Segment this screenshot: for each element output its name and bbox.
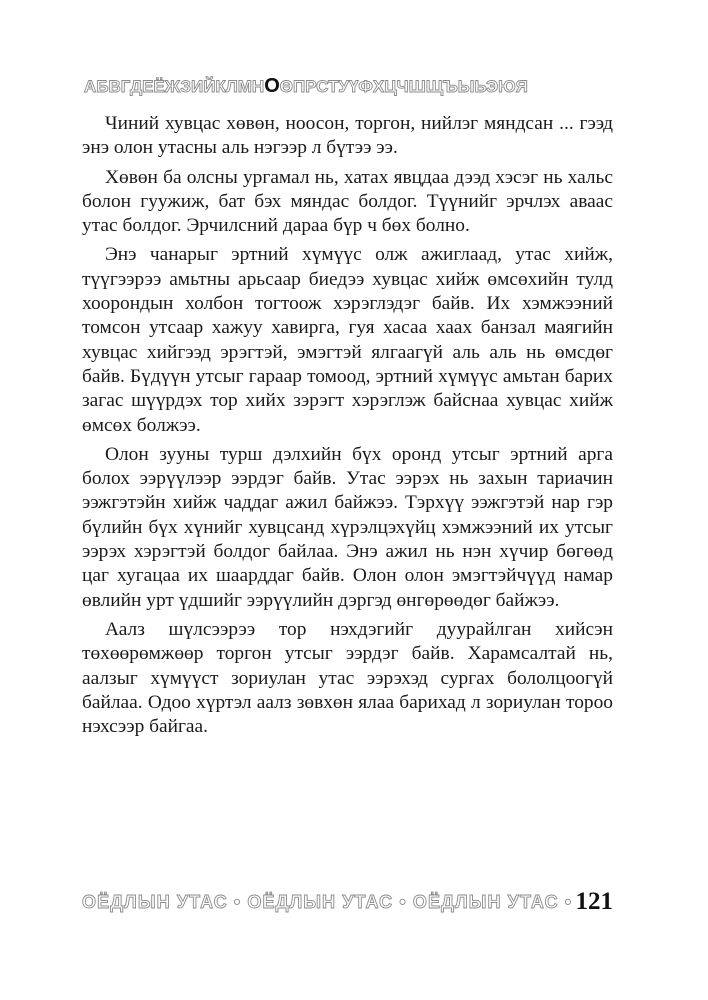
alphabet-letters [84,75,528,98]
body-text [82,112,613,744]
paragraph: Аалз шүлсээрээ тор нэхдэгийг дуурайлган хийсэн төхөөрөмжөөр торгон утсыг ээрдэг байв. Харамсалтай нь, аалзыг хүмүүст зориулан утас ээрэхэд сургах бололцоогүй байлаа. Одоо хүртэл аалз зөвхөн ялаа барихад л зориулан тороо нэхсээр байгаа. [82,618,613,738]
paragraph: Хөвөн ба олсны ургамал нь, хатах явцдаа дээд хэсэг нь хальс болон гуужиж, бат бэх мяндас болдог. Түүнийг эрчлэх аваас утас болдог. Эрчилсний дараа бүр ч бөх болно. [82,166,613,237]
page-footer [82,882,613,922]
paragraph: Олон зууны турш дэлхийн бүх оронд утсыг эртний арга болох ээрүүлээр ээрдэг байв. Утас ээрэх нь захын тариачин ээжгэтэйн хийж чаддаг ажил байжээ. Тэрхүү ээжгэтэй нар гэр бүлийн бүх хүнийг хувцсанд хүрэлцэхүйц хэмжээний их утсыг ээрэх хэрэгтэй болдог байлаа. Энэ ажил нь нэн хүчир бөгөөд цаг хугацаа их шаарддаг байв. Олон олон эмэгтэйчүүд намар өвлийн урт үдшийг ээрүүлийн дэргэд өнгөрөөдөг байжээ. [82,443,613,611]
alphabet-highlight-letter: О [264,74,280,97]
paragraph: Чиний хувцас хөвөн, ноосон, торгон, нийлэг мяндсан ... гээд энэ олон утасны аль нэгээр л бүтээ ээ. [82,113,613,159]
running-title: ОЁДЛЫН УТАС • ОЁДЛЫН УТАС • ОЁДЛЫН УТАС • [82,891,573,912]
alphabet-after: ӨПРСТУҮФХЦЧШЩЪЫЬЭЮЯ [279,76,528,96]
paragraph: Энэ чанарыг эртний хүмүүс олж ажиглаад, утас хийж, түүгээрээ амьтны арьсаар биедээ хувцас хийж өмсөхийн тулд хоорондын холбон тогтоож хэрэглэдэг байв. Их хэмжээний томсон утсаар хажуу хавирга, гуя хасаа хаах банзал маягийн хувцас хийгээд эрэгтэй, эмэгтэй ялгаагүй аль аль нь өмсдөг байв. Бүдүүн утсыг гараар томоод, эртний хүмүүс амьтан барих загас шүүрдэх тор хийх зэрэгт хэрэглэж байснаа хувцас хийж өмсөх болжээ. [82,244,613,436]
alphabet-header [84,71,614,101]
page-number: 121 [575,888,613,915]
alphabet-before: АБВГДЕЁЖЗИЙКЛМН [84,76,265,96]
